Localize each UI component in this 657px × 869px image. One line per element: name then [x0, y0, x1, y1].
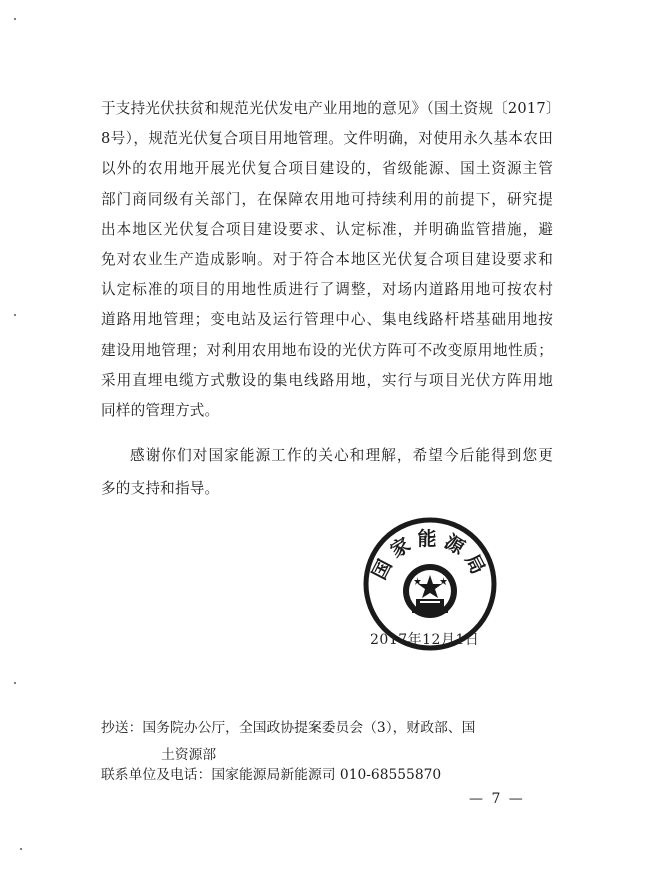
- body-line: 同样的管理方式。: [101, 402, 220, 420]
- body-line: 道路用地管理；变电站及运行管理中心、集电线路杆塔基础用地按: [101, 311, 553, 329]
- closing-line: 多的支持和指导。: [101, 480, 220, 497]
- body-line: 认定标准的项目的用地性质进行了调整，对场内道路用地可按农村: [101, 281, 553, 299]
- body-line: 8号），规范光伏复合项目用地管理。文件明确，对使用永久基本农田: [101, 130, 553, 148]
- contact-info: 联系单位及电话：国家能源局新能源司 010-68555870: [101, 767, 442, 783]
- body-line: 建设用地管理；对利用农用地布设的光伏方阵可不改变原用地性质；: [101, 341, 553, 359]
- closing-paragraph: [101, 439, 553, 505]
- cc-list: [101, 715, 553, 769]
- body-line: 以外的农用地开展光伏复合项目建设的，省级能源、国土资源主管: [101, 160, 553, 178]
- body-line: 出本地区光伏复合项目建设要求、认定标准，并明确监管措施，避: [101, 220, 553, 238]
- body-line: 采用直埋电缆方式敷设的集电线路用地，实行与项目光伏方阵用地: [101, 371, 553, 389]
- seal-arc-text: 国家能源局: [368, 528, 492, 584]
- body-line: 于支持光伏扶贫和规范光伏发电产业用地的意见》（国土资规〔2017〕: [101, 100, 561, 117]
- page-number: — 7 —: [469, 791, 525, 807]
- letter-body: [101, 94, 561, 426]
- body-line: 部门商同级有关部门，在保障农用地可持续利用的前提下，研究提: [101, 190, 553, 208]
- cc-line: 抄送：国务院办公厅，全国政协提案委员会（3），财政部、国: [101, 720, 476, 736]
- cc-line: 土资源部: [161, 747, 217, 763]
- national-emblem: [403, 564, 457, 618]
- closing-line: 感谢你们对国家能源工作的关心和理解，希望今后能得到您更: [130, 447, 553, 464]
- body-line: 免对农业生产造成影响。对于符合本地区光伏复合项目建设要求和: [101, 251, 553, 269]
- scan-speck: [14, 18, 16, 20]
- signature-date: 2017年12月1日: [370, 632, 480, 648]
- scan-speck: [14, 314, 16, 316]
- scan-speck: [14, 682, 16, 684]
- scan-speck: [20, 848, 22, 850]
